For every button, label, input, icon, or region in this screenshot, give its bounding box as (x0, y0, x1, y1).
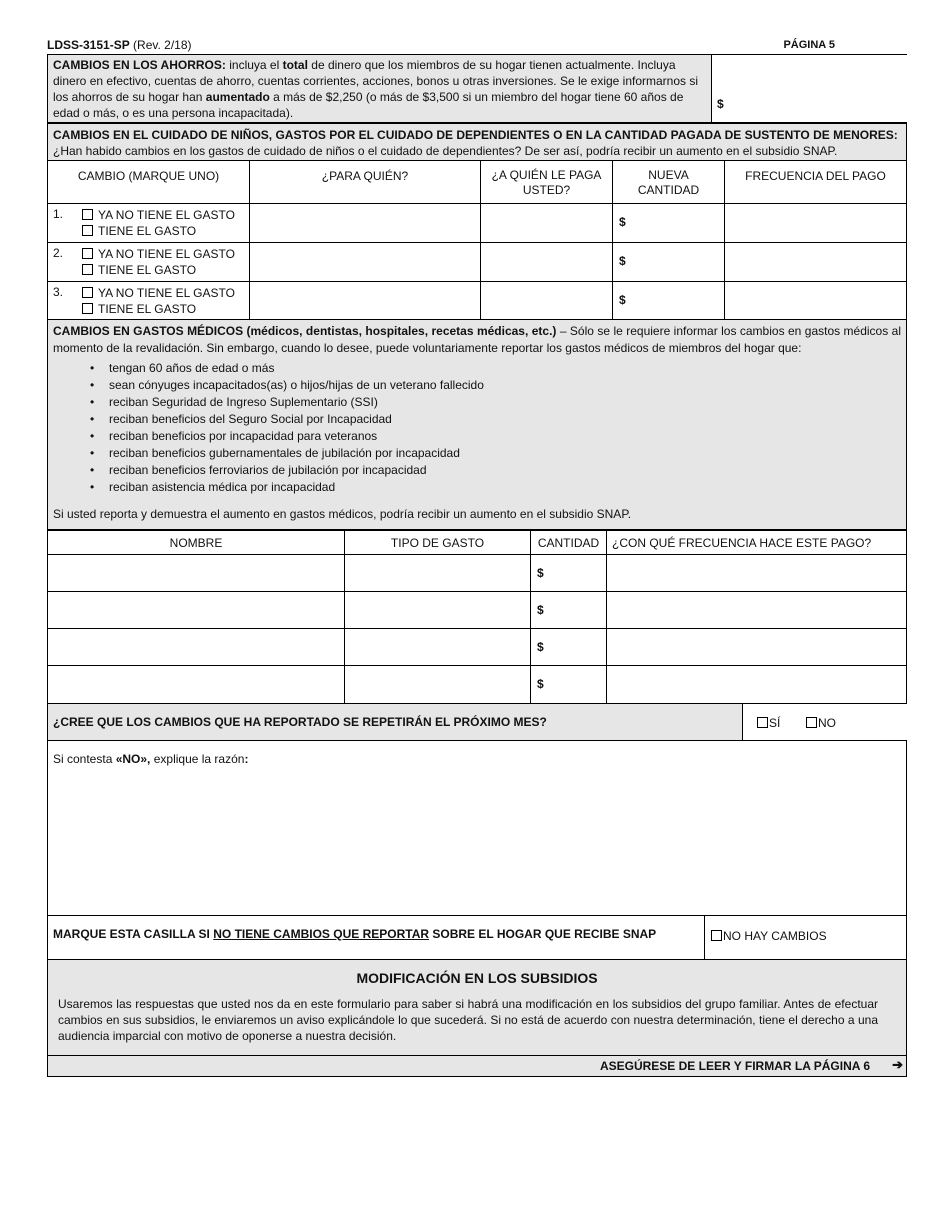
arrow-right-icon: ➔ (892, 1057, 903, 1072)
no-changes-instruction: MARQUE ESTA CASILLA SI NO TIENE CAMBIOS QUE REPORTAR SOBRE EL HOGAR QUE RECIBE SNAP (53, 927, 657, 941)
checkbox[interactable] (82, 225, 93, 236)
col-cantidad: CANTIDAD (531, 530, 607, 555)
nueva-cantidad-field[interactable]: $ (613, 282, 725, 321)
checkbox[interactable] (82, 248, 93, 259)
checkbox[interactable] (757, 717, 768, 728)
checkbox[interactable] (711, 930, 722, 941)
tipo-gasto-field[interactable] (345, 592, 531, 629)
page-header (47, 38, 907, 54)
list-item: • reciban asistencia médica por incapacidad (109, 479, 901, 496)
medical-intro: CAMBIOS EN GASTOS MÉDICOS (médicos, dentistas, hospitales, recetas médicas, etc.) – Sólo se le requiere informar los cambios en gastos médicos al momento de la revalidación. Sin embargo, cuando lo desee, puede voluntariamente reportar los gastos médicos de miembros del hogar que: (53, 324, 901, 355)
medical-table (47, 529, 907, 704)
checkbox[interactable] (82, 303, 93, 314)
medical-section (47, 319, 907, 529)
para-quien-field[interactable] (250, 282, 481, 321)
checkbox[interactable] (82, 287, 93, 298)
tipo-gasto-field[interactable] (345, 629, 531, 666)
medical-closing: Si usted reporta y demuestra el aumento en gastos médicos, podría recibir un aumento en el subsidio SNAP. (53, 507, 632, 521)
frecuencia-field[interactable] (607, 555, 906, 592)
list-item: • reciban beneficios del Seguro Social por Incapacidad (109, 411, 901, 428)
frecuencia-field[interactable] (607, 629, 906, 666)
cantidad-field[interactable]: $ (531, 555, 607, 592)
savings-section (47, 54, 907, 122)
modification-text: Usaremos las respuestas que usted nos da en este formulario para saber si habrá una modificación en los subsidios del grupo familiar. Antes de efectuar cambios en sus subsidios, le enviaremos un aviso explicándole lo que sucederá. Si no está de acuerdo con nuestra determinación, tiene el derecho a una audiencia imparcial con motivo de oponerse a nuestra decisión. (58, 997, 878, 1043)
explain-label: Si contesta «NO», explique la razón: (53, 752, 249, 766)
checkbox[interactable] (806, 717, 817, 728)
form-id: LDSS-3151-SP (Rev. 2/18) (47, 38, 192, 52)
table-row: 3. YA NO TIENE EL GASTO TIENE EL GASTO (48, 282, 250, 321)
childcare-section (47, 122, 907, 320)
table-row: 1. YA NO TIENE EL GASTO TIENE EL GASTO (48, 204, 250, 243)
page-number: PÁGINA 5 (783, 39, 835, 51)
cantidad-field[interactable]: $ (531, 592, 607, 629)
nueva-cantidad-field[interactable]: $ (613, 243, 725, 282)
no-option[interactable]: NO (806, 716, 836, 730)
repeat-question: ¿CREE QUE LOS CAMBIOS QUE HA REPORTADO SE REPETIRÁN EL PRÓXIMO MES? (53, 715, 547, 729)
checkbox[interactable] (82, 264, 93, 275)
a-quien-field[interactable] (481, 243, 613, 282)
col-frecuencia: FRECUENCIA DEL PAGO (725, 161, 906, 204)
yes-option[interactable]: SÍ (757, 716, 780, 730)
list-item: • sean cónyuges incapacitados(as) o hijos/hijas de un veterano fallecido (109, 377, 901, 394)
nombre-field[interactable] (48, 629, 345, 666)
cantidad-field[interactable]: $ (531, 629, 607, 666)
frecuencia-field[interactable] (725, 282, 906, 321)
col-nueva-cantidad: NUEVA CANTIDAD (613, 161, 725, 204)
col-frecuencia-pago: ¿CON QUÉ FRECUENCIA HACE ESTE PAGO? (607, 530, 906, 555)
frecuencia-field[interactable] (725, 204, 906, 243)
list-item: • reciban beneficios por incapacidad para veteranos (109, 428, 901, 445)
nombre-field[interactable] (48, 555, 345, 592)
col-tipo-gasto: TIPO DE GASTO (345, 530, 531, 555)
repeat-answer-box (742, 704, 907, 741)
frecuencia-field[interactable] (607, 666, 906, 704)
cantidad-field[interactable]: $ (531, 666, 607, 704)
modification-footer: ASEGÚRESE DE LEER Y FIRMAR LA PÁGINA 6 ➔ (48, 1055, 906, 1076)
col-a-quien-paga: ¿A QUIÉN LE PAGA USTED? (481, 161, 613, 204)
savings-amount-field[interactable] (711, 55, 907, 122)
option-no-expense[interactable]: YA NO TIENE EL GASTO (82, 285, 235, 301)
repeat-question-row (47, 703, 907, 741)
nueva-cantidad-field[interactable]: $ (613, 204, 725, 243)
a-quien-field[interactable] (481, 282, 613, 321)
no-changes-row (47, 915, 907, 960)
savings-dollar-sign: $ (717, 97, 724, 111)
savings-text: CAMBIOS EN LOS AHORROS: incluya el total de dinero que los miembros de su hogar tienen actualmente. Incluya dinero en efectivo, cuentas de ahorro, cuentas corrientes, acciones, bonos u otras inversiones. Se le exige informarnos si los ahorros de su hogar han aumentado a más de $2,250 (o más de $3,500 si un miembro del hogar tiene 60 años de edad o más, o es una persona incapacitada). (53, 58, 699, 120)
explain-field[interactable] (47, 740, 907, 916)
col-para-quien: ¿PARA QUIÉN? (250, 161, 481, 204)
nombre-field[interactable] (48, 592, 345, 629)
col-nombre: NOMBRE (48, 530, 345, 555)
option-has-expense[interactable]: TIENE EL GASTO (82, 301, 235, 317)
list-item: • reciban beneficios ferroviarios de jubilación por incapacidad (109, 462, 901, 479)
option-has-expense[interactable]: TIENE EL GASTO (82, 223, 235, 239)
option-no-expense[interactable]: YA NO TIENE EL GASTO (82, 207, 235, 223)
option-no-expense[interactable]: YA NO TIENE EL GASTO (82, 246, 235, 262)
no-changes-option[interactable]: NO HAY CAMBIOS (704, 916, 907, 960)
nombre-field[interactable] (48, 666, 345, 704)
a-quien-field[interactable] (481, 204, 613, 243)
modification-title: MODIFICACIÓN EN LOS SUBSIDIOS (356, 970, 598, 986)
list-item: • reciban beneficios gubernamentales de jubilación por incapacidad (109, 445, 901, 462)
medical-bullet-list (53, 360, 901, 496)
list-item: • tengan 60 años de edad o más (109, 360, 901, 377)
frecuencia-field[interactable] (725, 243, 906, 282)
tipo-gasto-field[interactable] (345, 555, 531, 592)
checkbox[interactable] (82, 209, 93, 220)
option-has-expense[interactable]: TIENE EL GASTO (82, 262, 235, 278)
table-row: 2. YA NO TIENE EL GASTO TIENE EL GASTO (48, 243, 250, 282)
para-quien-field[interactable] (250, 243, 481, 282)
childcare-heading: CAMBIOS EN EL CUIDADO DE NIÑOS, GASTOS POR EL CUIDADO DE DEPENDIENTES O EN LA CANTIDAD PAGADA DE SUSTENTO DE MENORES: ¿Han habido cambios en los gastos de cuidado de niños o el cuidado de dependientes? De ser así, podría recibir un aumento en el subsidio SNAP. (48, 123, 906, 161)
frecuencia-field[interactable] (607, 592, 906, 629)
tipo-gasto-field[interactable] (345, 666, 531, 704)
col-cambio: CAMBIO (MARQUE UNO) (48, 161, 250, 204)
modification-section (47, 959, 907, 1077)
list-item: • reciban Seguridad de Ingreso Suplementario (SSI) (109, 394, 901, 411)
para-quien-field[interactable] (250, 204, 481, 243)
